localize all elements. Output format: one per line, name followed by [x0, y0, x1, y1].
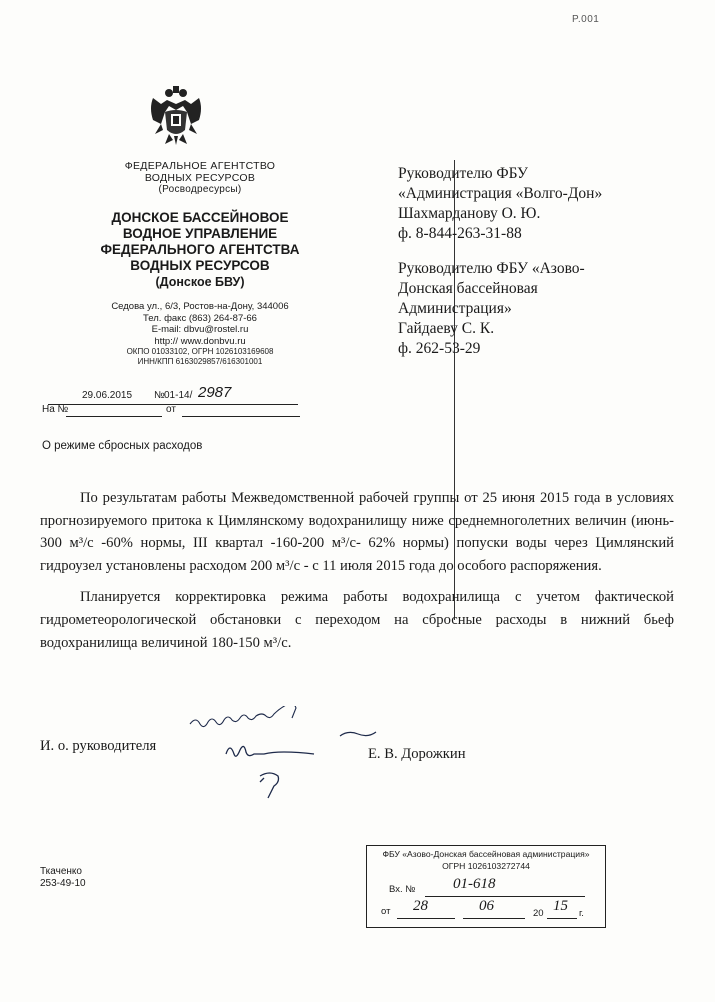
issuer-web: http:// www.donbvu.ru — [154, 335, 246, 347]
page-marker: P.001 — [572, 14, 600, 25]
signatory-name: Е. В. Дорожкин — [368, 746, 466, 762]
reply-number-label: На № — [42, 404, 69, 415]
reply-number-blank — [66, 416, 162, 417]
outgoing-number: 01-14/ — [164, 390, 193, 401]
issuer-inn: ИНН/КПП 6163029857/616301001 — [137, 357, 263, 366]
recipient-1-line-3: Шахмарданову О. Ю. — [398, 205, 541, 222]
stamp-ogrn: ОГРН 1026103272744 — [442, 861, 530, 871]
issuer-address: Седова ул., 6/3, Ростов-на-Дону, 344006 — [111, 301, 289, 312]
recipient-1-line-2: «Администрация «Волго-Дон» — [398, 185, 603, 202]
recipient-2-line-4: Гайдаеву С. К. — [398, 320, 495, 337]
stamp-year-rule — [547, 918, 577, 919]
agency-short-name: (Росводресурсы) — [158, 184, 242, 195]
recipient-2-line-2: Донская бассейновая — [398, 280, 538, 297]
stamp-year: 15 — [553, 898, 568, 914]
letter-body — [40, 487, 674, 663]
issuer-phone: Тел. факс (863) 264-87-66 — [143, 312, 257, 324]
issuer-contacts — [60, 301, 340, 367]
recipient-1-line-4: ф. 8-844-263-31-88 — [398, 225, 522, 242]
dept-line-2: ВОДНОЕ УПРАВЛЕНИЕ — [122, 226, 278, 241]
stamp-day: 28 — [413, 898, 428, 914]
author-name: Ткаченко — [40, 866, 82, 877]
dept-line-4: ВОДНЫХ РЕСУРСОВ — [130, 258, 270, 273]
handwritten-signature — [222, 740, 332, 762]
handwritten-mark — [338, 730, 378, 744]
issuer-okpo: ОКПО 01033102, ОГРН 1026103169608 — [126, 347, 274, 356]
stamp-year-suffix-g: г. — [579, 908, 584, 919]
stamp-organization: ФБУ «Азово-Донская бассейновая администрация» — [382, 849, 590, 859]
dept-line-3: ФЕДЕРАЛЬНОГО АГЕНТСТВА — [100, 242, 300, 257]
recipient-1-line-1: Руководителю ФБУ — [398, 165, 528, 182]
signatory-title: И. о. руководителя — [40, 738, 157, 754]
recipient-1 — [398, 164, 698, 244]
agency-line-2: ВОДНЫХ РЕСУРСОВ — [144, 172, 256, 184]
dept-short-name: (Донское БВУ) — [155, 275, 245, 289]
reply-date-blank — [182, 416, 300, 417]
stamp-day-rule — [397, 918, 455, 919]
author-block — [40, 866, 86, 890]
letter-subject: О режиме сбросных расходов — [42, 440, 203, 452]
coat-of-arms-emblem — [147, 84, 205, 146]
author-phone: 253-49-10 — [40, 878, 86, 889]
stamp-in-number: 01-618 — [453, 876, 496, 892]
reply-reference — [42, 404, 302, 420]
reply-date-label: от — [166, 404, 176, 415]
outgoing-date: 29.06.2015 — [82, 390, 133, 401]
outgoing-number-label: № — [154, 390, 165, 401]
dept-line-1: ДОНСКОЕ БАССЕЙНОВОЕ — [111, 210, 289, 225]
stamp-month-rule — [463, 918, 525, 919]
stamp-in-number-rule — [425, 896, 585, 897]
recipient-2-line-5: ф. 262-53-29 — [398, 340, 481, 357]
agency-line-1: ФЕДЕРАЛЬНОЕ АГЕНТСТВО — [124, 160, 276, 172]
body-paragraph-2: Планируется корректировка режима работы водохранилища с учетом фактической гидрометеорологической обстановки с переходом на сбросные расходы в нижний бьеф водохранилища величиной 180-150 м³/с. — [40, 589, 674, 651]
issuer-email: E-mail: dbvu@rostel.ru — [151, 324, 249, 335]
recipient-2-line-1: Руководителю ФБУ «Азово- — [398, 260, 585, 277]
outgoing-number-handwritten: 2987 — [198, 384, 232, 401]
handwritten-salutation — [186, 706, 316, 732]
stamp-month: 06 — [479, 898, 494, 914]
recipient-2 — [398, 259, 698, 359]
recipient-2-line-3: Администрация» — [398, 300, 512, 317]
stamp-in-number-label: Вх. № — [389, 884, 416, 895]
stamp-year-prefix: 20 — [533, 908, 544, 919]
stamp-date-label: от — [381, 906, 391, 917]
body-paragraph-1: По результатам работы Межведомственной рабочей группы от 25 июня 2015 года в условиях прогнозируемого притока к Цимлянскому водохранилищу ниже среднемноголетних величин (июнь- 300 м³/с -60% нормы, III квартал -160-200 м³/с- 62% нормы) попуски воды через Цимлянский гидроузел установлены расходом 200 м³/с - с 11 июля 2015 года до особого распоряжения. — [40, 490, 674, 574]
handwritten-initial — [254, 770, 284, 800]
issuer-department — [60, 210, 340, 290]
issuer-agency — [60, 160, 340, 196]
incoming-registration-stamp — [366, 845, 606, 928]
